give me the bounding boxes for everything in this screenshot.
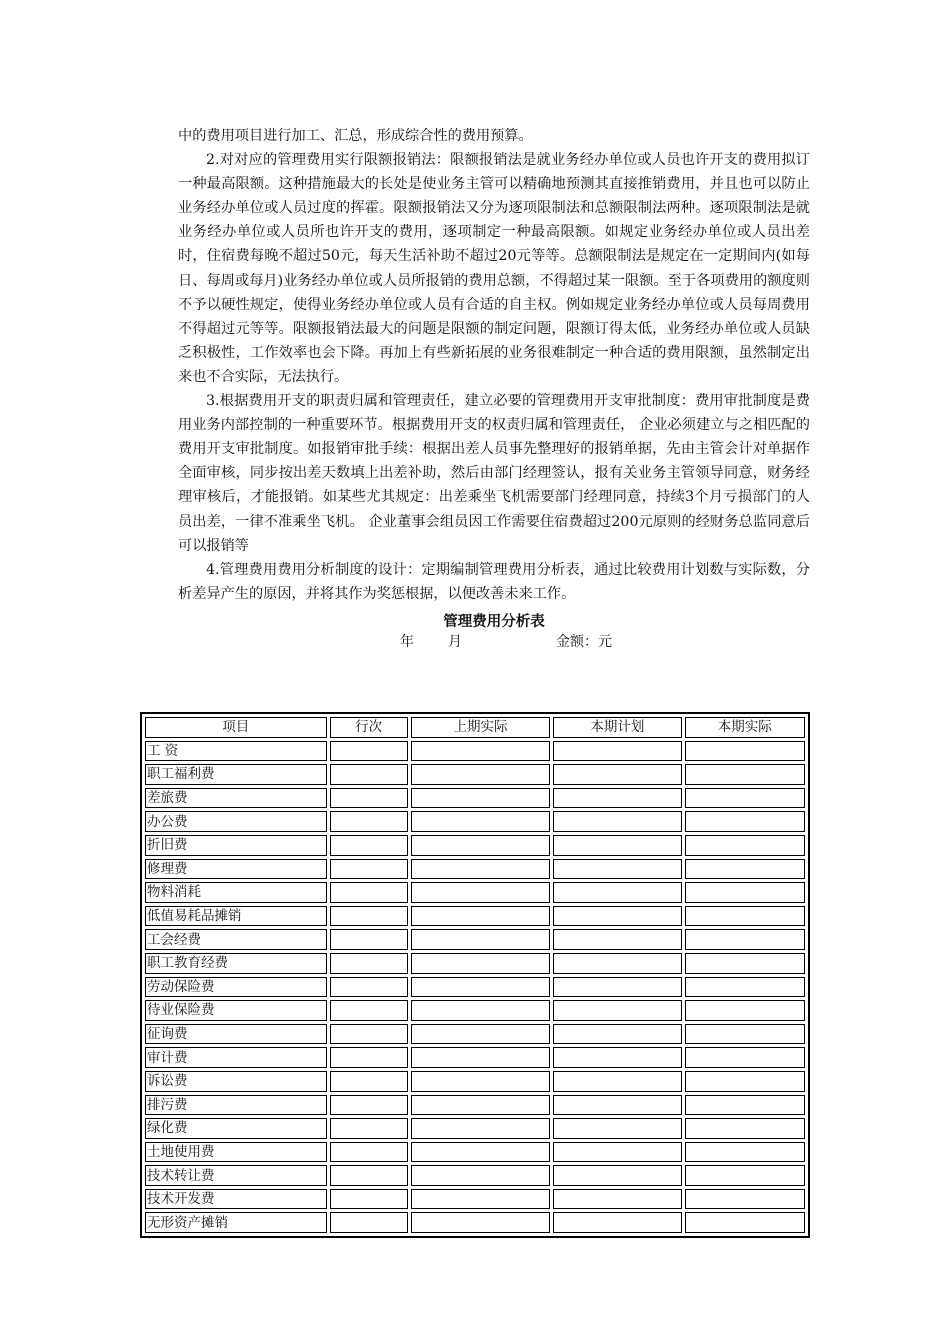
current-plan-cell xyxy=(553,1189,681,1210)
prev-actual-cell xyxy=(411,811,550,832)
header-current-plan: 本期计划 xyxy=(553,717,681,738)
line-no-cell xyxy=(330,906,408,927)
paragraph-3: 3.根据费用开支的职责归属和管理责任，建立必要的管理费用开支审批制度：费用审批制度是费用业务内部控制的一种重要环节。根据费用开支的权责归属和管理责任， 企业必须建立与之相匹配的费用开支审批制度。如报销审批手续：根据出差人员事先整理好的报销单据，先由主管会计对单据作全面审核，同步按出差天数填上出差补助，然后由部门经理签认，报有关业务主管领导同意，财务经理审核后，才能报销。如某些尤其规定：出差乘坐飞机需要部门经理同意，持续3个月亏损部门的人员出差，一律不准乘坐飞机。 企业董事会组员因工作需要住宿费超过200元原则的经财务总监同意后可以报销等 xyxy=(178,393,810,554)
table-row xyxy=(145,1000,805,1021)
table-row xyxy=(145,929,805,950)
paragraph-4: 4.管理费用费用分析制度的设计：定期编制管理费用分析表，通过比较费用计划数与实际数，分析差异产生的原因，并将其作为奖惩根据，以便改善未来工作。 xyxy=(178,561,810,602)
current-actual-cell xyxy=(685,1047,805,1068)
line-no-cell xyxy=(330,859,408,880)
header-line-no: 行次 xyxy=(330,717,408,738)
header-current-actual: 本期实际 xyxy=(685,717,805,738)
expense-item-label: 诉讼费 xyxy=(145,1071,327,1092)
table-row xyxy=(145,764,805,785)
prev-actual-cell xyxy=(411,835,550,856)
line-no-cell xyxy=(330,1189,408,1210)
table-row xyxy=(145,1189,805,1210)
expense-item-label: 绿化费 xyxy=(145,1118,327,1139)
line-no-cell xyxy=(330,835,408,856)
current-actual-cell xyxy=(685,977,805,998)
line-no-cell xyxy=(330,953,408,974)
current-actual-cell xyxy=(685,835,805,856)
current-actual-cell xyxy=(685,1142,805,1163)
expense-item-label: 修理费 xyxy=(145,859,327,880)
line-no-cell xyxy=(330,1118,408,1139)
expense-item-label: 技术转让费 xyxy=(145,1165,327,1186)
current-plan-cell xyxy=(553,788,681,809)
line-no-cell xyxy=(330,929,408,950)
current-plan-cell xyxy=(553,1142,681,1163)
current-plan-cell xyxy=(553,882,681,903)
prev-actual-cell xyxy=(411,1142,550,1163)
year-label: 年 xyxy=(400,633,414,650)
table-row xyxy=(145,741,805,762)
prev-actual-cell xyxy=(411,1071,550,1092)
table-row xyxy=(145,977,805,998)
current-actual-cell xyxy=(685,859,805,880)
current-plan-cell xyxy=(553,1071,681,1092)
current-actual-cell xyxy=(685,1212,805,1233)
current-actual-cell xyxy=(685,1071,805,1092)
current-plan-cell xyxy=(553,1000,681,1021)
table-row xyxy=(145,859,805,880)
table-row xyxy=(145,1118,805,1139)
paragraph-1: 中的费用项目进行加工、汇总，形成综合性的费用预算。 xyxy=(178,128,533,144)
expense-item-label: 职工教育经费 xyxy=(145,953,327,974)
table-row xyxy=(145,811,805,832)
prev-actual-cell xyxy=(411,741,550,762)
table-row xyxy=(145,906,805,927)
current-actual-cell xyxy=(685,1095,805,1116)
prev-actual-cell xyxy=(411,859,550,880)
line-no-cell xyxy=(330,764,408,785)
current-plan-cell xyxy=(553,741,681,762)
table-row xyxy=(145,1165,805,1186)
expense-item-label: 排污费 xyxy=(145,1095,327,1116)
prev-actual-cell xyxy=(411,882,550,903)
table-row xyxy=(145,1095,805,1116)
current-actual-cell xyxy=(685,1000,805,1021)
line-no-cell xyxy=(330,1165,408,1186)
expense-item-label: 劳动保险费 xyxy=(145,977,327,998)
line-no-cell xyxy=(330,1071,408,1092)
current-actual-cell xyxy=(685,1024,805,1045)
prev-actual-cell xyxy=(411,1047,550,1068)
prev-actual-cell xyxy=(411,1189,550,1210)
table-row xyxy=(145,1142,805,1163)
current-actual-cell xyxy=(685,882,805,903)
expense-analysis-table xyxy=(140,712,810,1238)
expense-item-label: 办公费 xyxy=(145,811,327,832)
current-plan-cell xyxy=(553,1118,681,1139)
table-body xyxy=(145,741,805,1233)
expense-item-label: 物料消耗 xyxy=(145,882,327,903)
table-title: 管理费用分析表 xyxy=(443,613,545,630)
header-prev-actual: 上期实际 xyxy=(411,717,550,738)
current-plan-cell xyxy=(553,859,681,880)
table-row xyxy=(145,1212,805,1233)
expense-item-label: 低值易耗品摊销 xyxy=(145,906,327,927)
expense-item-label: 待业保险费 xyxy=(145,1000,327,1021)
line-no-cell xyxy=(330,977,408,998)
expense-item-label: 工会经费 xyxy=(145,929,327,950)
line-no-cell xyxy=(330,882,408,903)
prev-actual-cell xyxy=(411,977,550,998)
expense-item-label: 工 资 xyxy=(145,741,327,762)
current-plan-cell xyxy=(553,764,681,785)
current-actual-cell xyxy=(685,1118,805,1139)
document-body xyxy=(178,124,810,652)
current-plan-cell xyxy=(553,1047,681,1068)
table-row xyxy=(145,953,805,974)
expense-item-label: 折旧费 xyxy=(145,835,327,856)
table-row xyxy=(145,882,805,903)
table-row xyxy=(145,1071,805,1092)
expense-item-label: 技术开发费 xyxy=(145,1189,327,1210)
paragraph-2: 2.对对应的管理费用实行限额报销法：限额报销法是就业务经办单位或人员也许开支的费用拟订一种最高限额。这种措施最大的长处是使业务主管可以精确地预测其直接推销费用，并且也可以防止业务经办单位或人员过度的挥霍。限额报销法又分为逐项限制法和总额限制法两种。逐项限制法是就业务经办单位或人员所也许开支的费用，逐项制定一种最高限额。如规定业务经办单位或人员出差时，住宿费每晚不超过50元，每天生活补助不超过20元等等。总额限制法是规定在一定期间内(如每日、每周或每月)业务经办单位或人员所报销的费用总额，不得超过某一限额。至于各项费用的额度则不予以硬性规定，使得业务经办单位或人员有合适的自主权。例如规定业务经办单位或人员每周费用不得超过元等等。限额报销法最大的问题是限额的制定问题，限额订得太低，业务经办单位或人员缺乏积极性，工作效率也会下降。再加上有些新拓展的业务很难制定一种合适的费用限额，虽然制定出来也不合实际，无法执行。 xyxy=(178,152,810,385)
table-row xyxy=(145,1024,805,1045)
expense-item-label: 职工福利费 xyxy=(145,764,327,785)
line-no-cell xyxy=(330,1212,408,1233)
expense-item-label: 审计费 xyxy=(145,1047,327,1068)
current-actual-cell xyxy=(685,953,805,974)
header-item: 项目 xyxy=(145,717,327,738)
current-actual-cell xyxy=(685,929,805,950)
current-actual-cell xyxy=(685,788,805,809)
prev-actual-cell xyxy=(411,1165,550,1186)
prev-actual-cell xyxy=(411,1095,550,1116)
current-actual-cell xyxy=(685,906,805,927)
line-no-cell xyxy=(330,1024,408,1045)
prev-actual-cell xyxy=(411,953,550,974)
prev-actual-cell xyxy=(411,906,550,927)
line-no-cell xyxy=(330,1095,408,1116)
table-row xyxy=(145,1047,805,1068)
expense-item-label: 无形资产摊销 xyxy=(145,1212,327,1233)
prev-actual-cell xyxy=(411,929,550,950)
current-actual-cell xyxy=(685,764,805,785)
month-label: 月 xyxy=(448,633,462,650)
current-actual-cell xyxy=(685,811,805,832)
table-row xyxy=(145,788,805,809)
current-actual-cell xyxy=(685,1165,805,1186)
current-plan-cell xyxy=(553,977,681,998)
prev-actual-cell xyxy=(411,1024,550,1045)
table-subtitle xyxy=(178,632,810,652)
table-row xyxy=(145,835,805,856)
current-plan-cell xyxy=(553,811,681,832)
prev-actual-cell xyxy=(411,764,550,785)
amount-label: 金额：元 xyxy=(556,633,612,650)
header-row xyxy=(145,717,805,738)
line-no-cell xyxy=(330,811,408,832)
current-actual-cell xyxy=(685,1189,805,1210)
prev-actual-cell xyxy=(411,1000,550,1021)
current-plan-cell xyxy=(553,953,681,974)
line-no-cell xyxy=(330,1142,408,1163)
current-plan-cell xyxy=(553,1212,681,1233)
current-plan-cell xyxy=(553,1165,681,1186)
expense-item-label: 征询费 xyxy=(145,1024,327,1045)
expense-item-label: 土地使用费 xyxy=(145,1142,327,1163)
analysis-grid xyxy=(140,712,810,1238)
prev-actual-cell xyxy=(411,1212,550,1233)
line-no-cell xyxy=(330,1047,408,1068)
prev-actual-cell xyxy=(411,1118,550,1139)
current-plan-cell xyxy=(553,1024,681,1045)
line-no-cell xyxy=(330,741,408,762)
expense-item-label: 差旅费 xyxy=(145,788,327,809)
current-plan-cell xyxy=(553,835,681,856)
prev-actual-cell xyxy=(411,788,550,809)
line-no-cell xyxy=(330,788,408,809)
current-actual-cell xyxy=(685,741,805,762)
current-plan-cell xyxy=(553,1095,681,1116)
current-plan-cell xyxy=(553,906,681,927)
current-plan-cell xyxy=(553,929,681,950)
line-no-cell xyxy=(330,1000,408,1021)
